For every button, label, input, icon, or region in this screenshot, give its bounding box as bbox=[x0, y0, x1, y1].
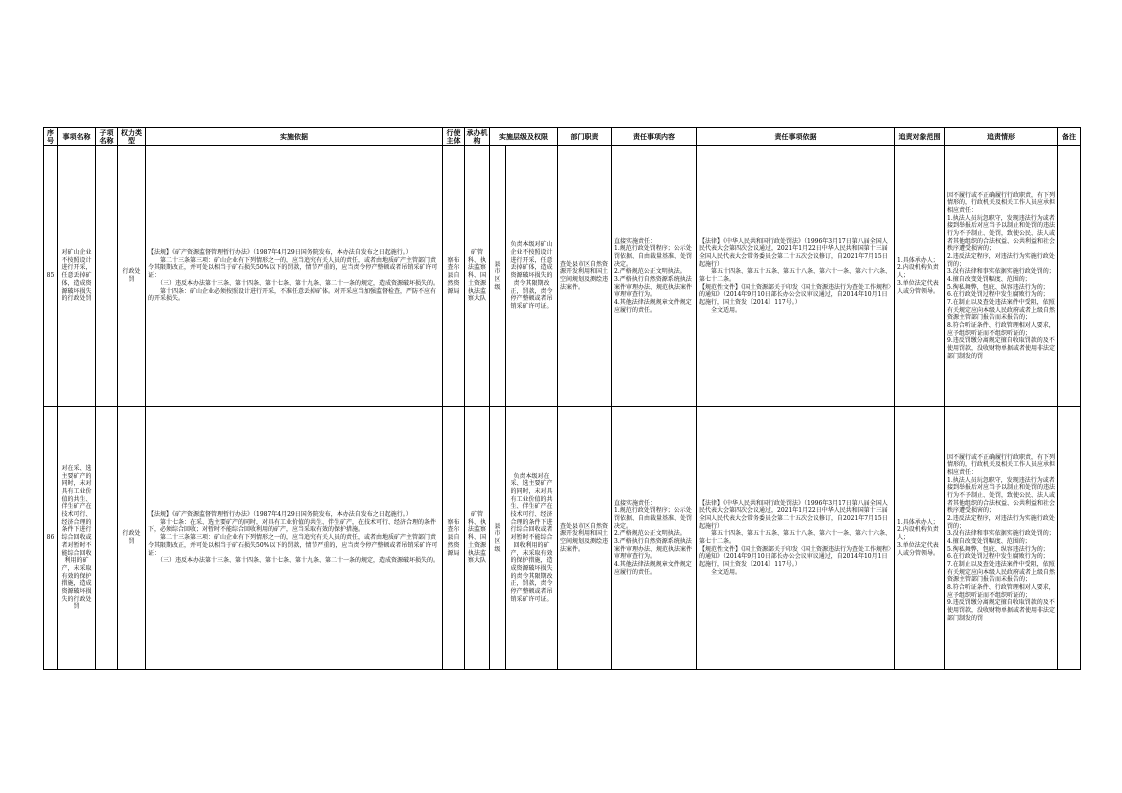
row-note bbox=[1058, 146, 1081, 407]
table-row bbox=[44, 146, 1081, 407]
header-no: 序号 bbox=[44, 128, 58, 146]
row-no: 85 bbox=[44, 146, 58, 407]
table-row bbox=[44, 407, 1081, 670]
row-sub bbox=[96, 407, 118, 670]
row-authority: 负责本级对在采、选主要矿产的同时，未对具有工业价值的共生、伴生矿产在技术可行、经济合理的条件下进行综合回收或者对暂时不能综合回收利用的矿产，未采取有效的保护措施，造成资源破坏损失的责令其限期改正，罚款，责令停产整顿或者吊销采矿许可证。 bbox=[506, 407, 558, 670]
row-duty: 查处县市区自然资源开发利用和国土空间规划及测绘违法案件。 bbox=[558, 407, 612, 670]
header-org: 承办机构 bbox=[466, 127, 488, 145]
header-sub: 子项名称 bbox=[96, 128, 118, 146]
row-acc: 因不履行或不正确履行行政职责，有下列情形的，行政机关及相关工作人员应承担相应责任： 1.执法人员玩忽职守，发现违法行为或者接到举报后对应当予以制止和处罚的违法行为不予制止、处罚，致使公民、法人或者其他组织的合法权益、公共利益和社会秩序遭受损害的； 2.违反法定程序，对违法行为实施行政处罚的； 3.没有法律和事实依据实施行政处罚的； 4.擅自改变处罚幅度、范围的； 5.徇私舞弊，包庇、纵容违法行为的； 6.在行政处罚过程中发生腐败行为的； 7.在制止以及查处违法案件中受阻，依照有关规定应向本级人民政府或者上级自然资源主管部门报告而未报告的； 8.符合听证条件、行政管理相对人要求，应予组织听证而不组织听证的； 9.违反罚缴分离规定擅自收取罚款的及不使用罚款，没收财物单据或者使用非法定部门制发的罚 bbox=[945, 407, 1058, 670]
row-content: 直接实施责任： 1.规范行政处罚程序；公示处罚依据、自由裁量基准、处罚决定。 2.严格规范公正文明执法。 3.严格执行自然资源系统执法案件审理办法、规范执法案件审理审查行为。 4.其他法律法规规章文件规定应履行的责任。 bbox=[612, 146, 697, 407]
header-scope: 追责对象范围 bbox=[895, 128, 945, 146]
header-type: 权力类型 bbox=[118, 128, 146, 146]
row-scope: 1.具体承办人； 2.内设机构负责人； 3.单位法定代表人或分管领导。 bbox=[895, 407, 945, 670]
header-acc: 追责情形 bbox=[945, 128, 1058, 146]
row-subject: 察布查尔县自然资源局 bbox=[443, 407, 465, 670]
header-row bbox=[44, 128, 1081, 146]
power-list-table bbox=[43, 127, 1081, 670]
row-org: 矿管科、执法监察科、国土资源执法监察大队 bbox=[465, 407, 490, 670]
row-type: 行政处罚 bbox=[118, 146, 146, 407]
row-acc: 因不履行或不正确履行行政职责，有下列情形的，行政机关及相关工作人员应承担相应责任： 1.执法人员玩忽职守，发现违法行为或者接到举报后对应当予以制止和处罚的违法行为不予制止、处罚，致使公民、法人或者其他组织的合法权益、公共利益和社会秩序遭受损害的； 2.违反法定程序，对违法行为实施行政处罚的； 3.没有法律和事实依据实施行政处罚的； 4.擅自改变处罚幅度、范围的； 5.徇私舞弊，包庇、纵容违法行为的； 6.在行政处罚过程中发生腐败行为的； 7.在制止以及查处违法案件中受阻，依照有关规定应向本级人民政府或者上级自然资源主管部门报告而未报告的； 8.符合听证条件、行政管理相对人要求，应予组织听证而不组织听证的； 9.违反罚缴分离规定擅自收取罚款的及不使用罚款，没收财物单据或者使用非法定部门制发的罚 bbox=[945, 146, 1058, 407]
row-level: 县市区级 bbox=[490, 146, 506, 407]
row-dep: 【法律】《中华人民共和国行政处罚法》（1996年3月17日第八届全国人民代表大会第四次会议通过，2021年1月22日中华人民共和国第十三届全国人民代表大会常务委员会第二十五次会议修订，自2021年7月15日起施行） 第五十四条、第五十五条、第五十八条、第六十一条、第六十六条、第七十二条。 【规范性文件】《国土资源部关于印发〈国土资源违法行为查处工作规程〉的通知》（2014年9月10日部长办公会议审议通过，自2014年10月1日起施行，国土资发〔2014〕117号。） 全文适用。 bbox=[697, 407, 895, 670]
row-content: 直接实施责任： 1.规范行政处罚程序；公示处罚依据、自由裁量基准、处罚决定。 2.严格规范公正文明执法。 3.严格执行自然资源系统执法案件审理办法、规范执法案件审理审查行为。 4.其他法律法规规章文件规定应履行的责任。 bbox=[612, 407, 697, 670]
row-level: 县市区级 bbox=[490, 407, 506, 670]
row-duty: 查处县市区自然资源开发利用和国土空间规划及测绘违法案件。 bbox=[558, 146, 612, 407]
header-level: 实施层级及权限 bbox=[490, 128, 558, 146]
row-subject: 察布查尔县自然资源局 bbox=[443, 146, 465, 407]
header-note: 备注 bbox=[1058, 128, 1081, 146]
row-name: 对在采、选主要矿产的同时，未对具有工业价值的共生、伴生矿产在技术可行、经济合理的条件下进行综合回收或者对暂时不能综合回收利用的矿产，未采取有效的保护措施，造成资源破坏损失的行政处罚 bbox=[58, 407, 96, 670]
row-authority: 负责本级对矿山企业不按照设计进行开采，任意丢掉矿体，造成资源破坏损失的责令其限期改正，罚款，责令停产整顿或者吊销采矿许可证。 bbox=[506, 146, 558, 407]
row-name: 对矿山企业不按照设计进行开采，任意丢掉矿体，造成资源破坏损失的行政处罚 bbox=[58, 146, 96, 407]
header-dep: 责任事项依据 bbox=[697, 128, 895, 146]
header-basis: 实施依据 bbox=[146, 128, 443, 146]
row-no: 86 bbox=[44, 407, 58, 670]
row-basis: 【法规】《矿产资源监督管理暂行办法》（1987年4月29日国务院发布，本办法自发布之日起施行。） 第二十三条第三项：矿山企业有下列情形之一的，应当追究有关人员的责任，或者由地质矿产主管部门责令其限期改正，并可处以相当于矿石损失50%以下的罚款，情节严重的，应当责令停产整顿或者吊销采矿许可证： （三）违反本办法第十三条、第十四条、第十七条、第十九条、第二十一条的规定，造成资源破坏损失的。 第十四条：矿山企业必须按照设计进行开采，不准任意丢掉矿体。对开采应当加强监督检查，严防不应有的开采损失。 bbox=[146, 146, 443, 407]
row-org: 矿管科、执法监察科、国土资源执法监察大队 bbox=[465, 146, 490, 407]
row-scope: 1.具体承办人； 2.内设机构负责人； 3.单位法定代表人或分管领导。 bbox=[895, 146, 945, 407]
row-dep: 【法律】《中华人民共和国行政处罚法》（1996年3月17日第八届全国人民代表大会第四次会议通过，2021年1月22日中华人民共和国第十三届全国人民代表大会常务委员会第二十五次会议修订，自2021年7月15日起施行） 第五十四条、第五十五条、第五十八条、第六十一条、第六十六条、第七十二条。 【规范性文件】《国土资源部关于印发〈国土资源违法行为查处工作规程〉的通知》（2014年9月10日部长办公会议审议通过，自2014年10月1日起施行，国土资发〔2014〕117号。） 全文适用。 bbox=[697, 146, 895, 407]
row-note bbox=[1058, 407, 1081, 670]
row-sub bbox=[96, 146, 118, 407]
header-duty: 部门职责 bbox=[558, 128, 612, 146]
header-subject: 行使主体 bbox=[443, 128, 465, 146]
header-content: 责任事项内容 bbox=[612, 128, 697, 146]
row-type: 行政处罚 bbox=[118, 407, 146, 670]
header-name: 事项名称 bbox=[58, 128, 96, 146]
row-basis: 【法规】《矿产资源监督管理暂行办法》（1987年4月29日国务院发布，本办法自发布之日起施行。） 第十七条：在采、选主要矿产的同时，对具有工业价值的共生、伴生矿产，在技术可行、经济合理的条件下，必须综合回收；对暂时不能综合回收利用的矿产，应当采取有效的保护措施。 第二十三条第三项：矿山企业有下列情形之一的，应当追究有关人员的责任，或者由地质矿产主管部门责令其限期改正，并可处以相当于矿石损失50%以下的罚款，情节严重的，应当责令停产整顿或者吊销采矿许可证： （三）违反本办法第十三条、第十四条、第十七条、第十九条、第二十一条的规定，造成资源破坏损失的。 bbox=[146, 407, 443, 670]
